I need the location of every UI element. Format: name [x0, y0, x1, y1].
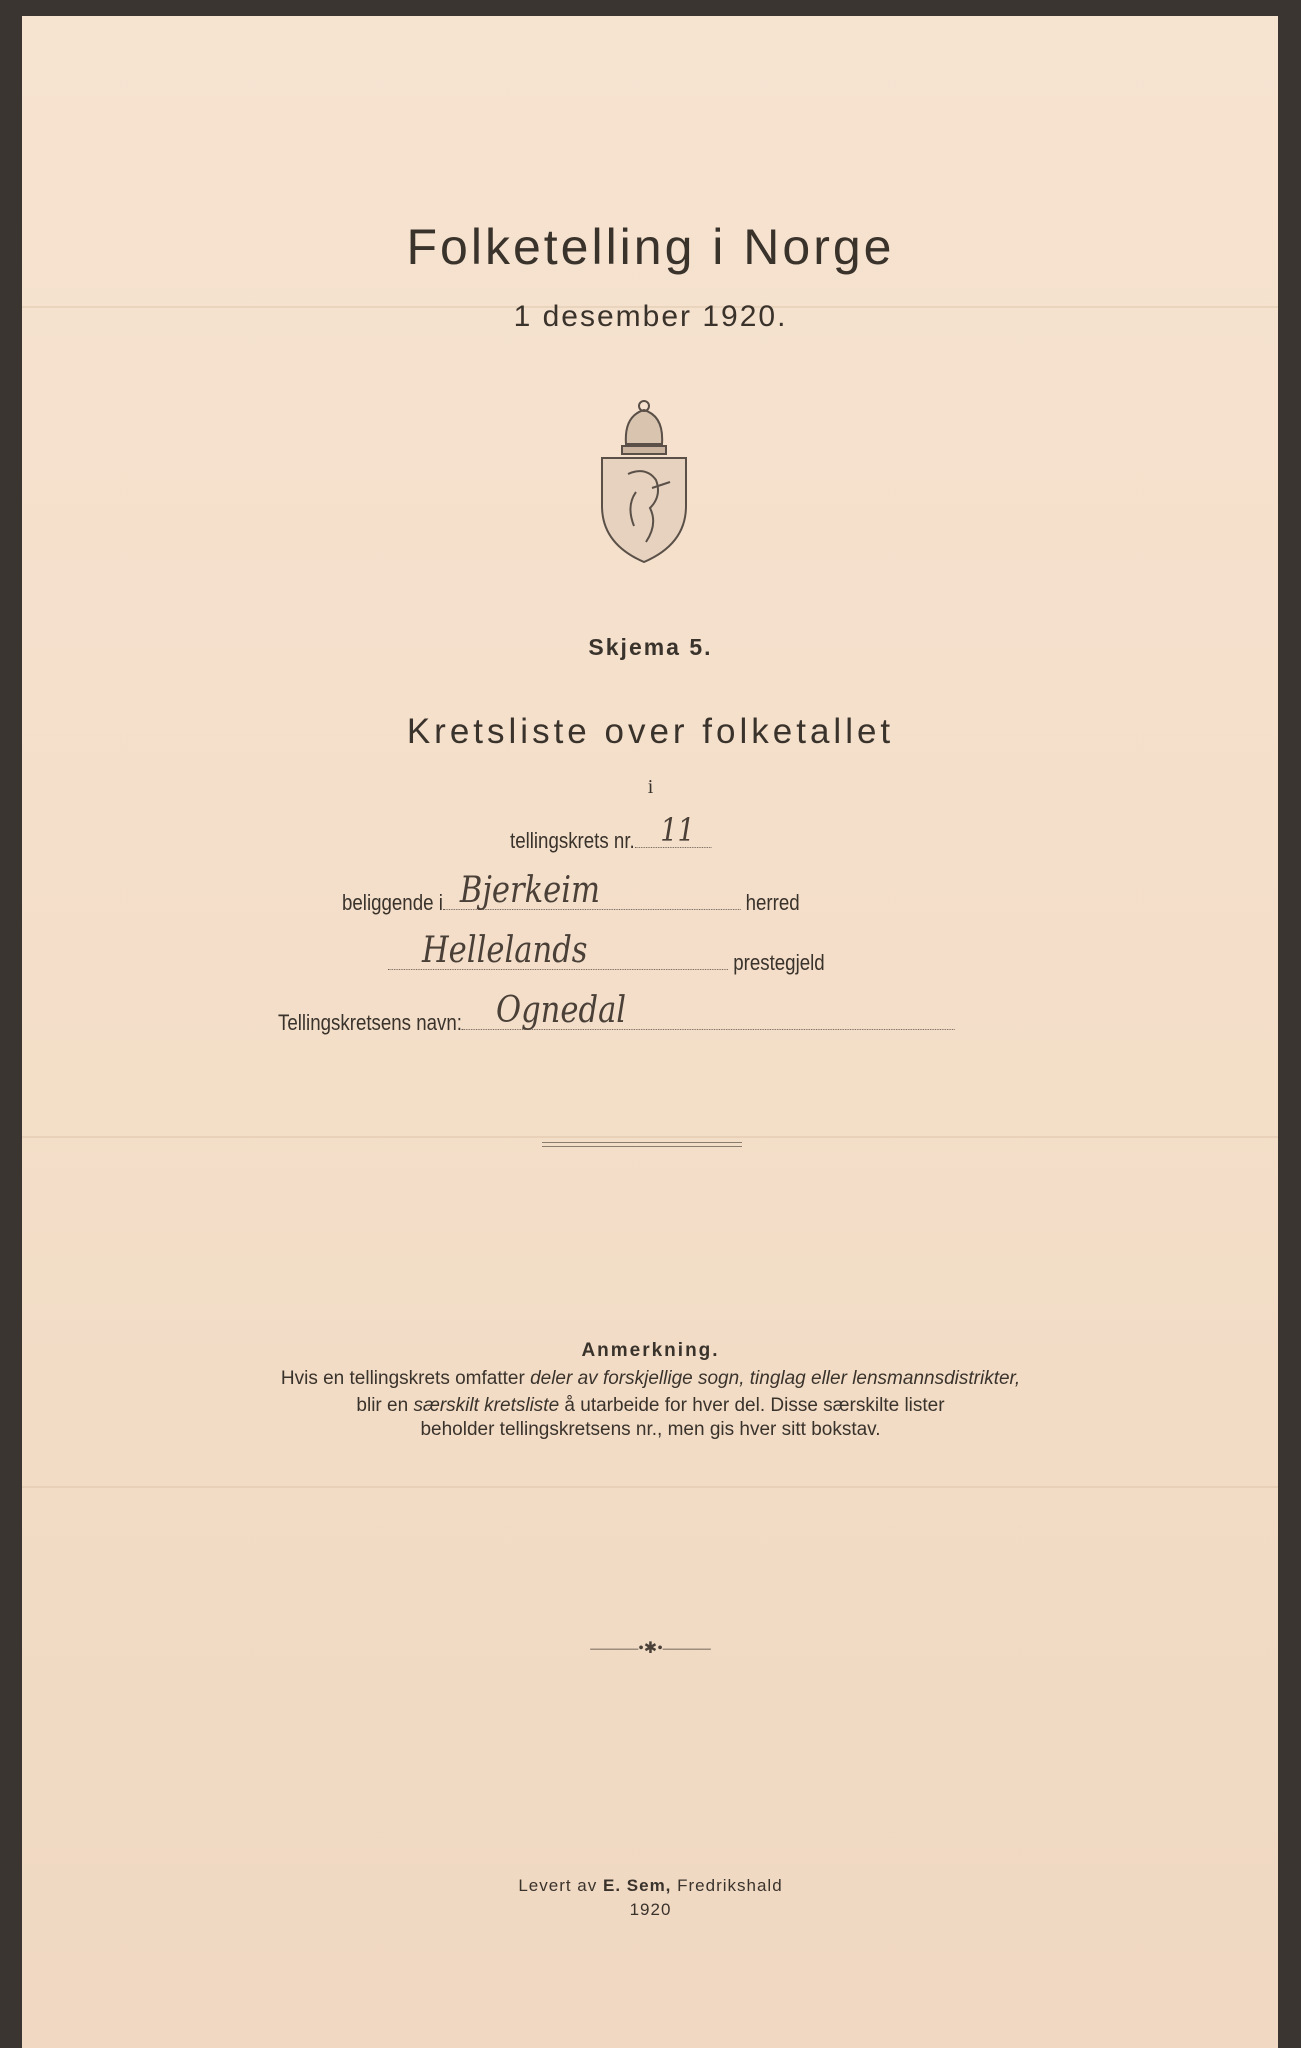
- parish-field[interactable]: [388, 930, 728, 971]
- parish-label: prestegjeld: [733, 950, 825, 975]
- district-name-field[interactable]: [462, 990, 955, 1031]
- district-number-field[interactable]: [635, 811, 712, 849]
- printer-name: E. Sem,: [602, 1876, 672, 1895]
- ornament-divider: ———•✱•———: [590, 1640, 711, 1657]
- district-number-value: 11: [660, 811, 695, 849]
- printer-credit: [0, 1874, 1301, 1922]
- page-title: Folketelling i Norge: [406, 219, 895, 275]
- located-row: [342, 870, 800, 916]
- paper-fold: [22, 1136, 1278, 1138]
- note-text: blir en: [356, 1395, 414, 1416]
- located-field[interactable]: [443, 870, 741, 911]
- preposition: i: [647, 776, 654, 798]
- district-number-label: tellingskrets nr.: [510, 828, 635, 853]
- herred-label: herred: [745, 890, 800, 915]
- located-value: Bjerkeim: [459, 870, 601, 911]
- note-line-1: [0, 1367, 1301, 1391]
- printer-city: Fredrikshald: [671, 1876, 783, 1895]
- paper-fold: [22, 1486, 1278, 1488]
- parish-value: Hellelands: [422, 930, 588, 971]
- printer-year: 1920: [629, 1900, 672, 1919]
- located-label: beliggende i: [342, 890, 443, 915]
- note-emphasis: deler av forskjellige sogn, tinglag eller lensmannsdistrikter,: [530, 1368, 1021, 1389]
- district-number-row: [510, 811, 711, 854]
- census-date: 1 desember 1920.: [513, 300, 788, 333]
- schema-label: Skjema 5.: [588, 634, 713, 660]
- district-name-value: Ognedal: [495, 990, 627, 1031]
- note-heading: Anmerkning.: [581, 1340, 720, 1361]
- printer-prefix: Levert av: [518, 1876, 603, 1895]
- note-emphasis: særskilt kretsliste: [413, 1395, 560, 1416]
- divider: [542, 1142, 742, 1147]
- district-name-row: [278, 990, 955, 1036]
- note-line-2: [0, 1394, 1301, 1418]
- norwegian-coat-of-arms-icon: [596, 396, 692, 564]
- note-line-3: beholder tellingskretsens nr., men gis hver sitt bokstav.: [420, 1419, 881, 1440]
- form-heading: Kretsliste over folketallet: [406, 712, 895, 751]
- parish-row: [388, 930, 825, 976]
- district-name-label: Tellingskretsens navn:: [278, 1010, 462, 1035]
- note-text: Hvis en tellingskrets omfatter: [280, 1368, 531, 1389]
- note-text: å utarbeide for hver del. Disse særskilte lister: [559, 1395, 945, 1416]
